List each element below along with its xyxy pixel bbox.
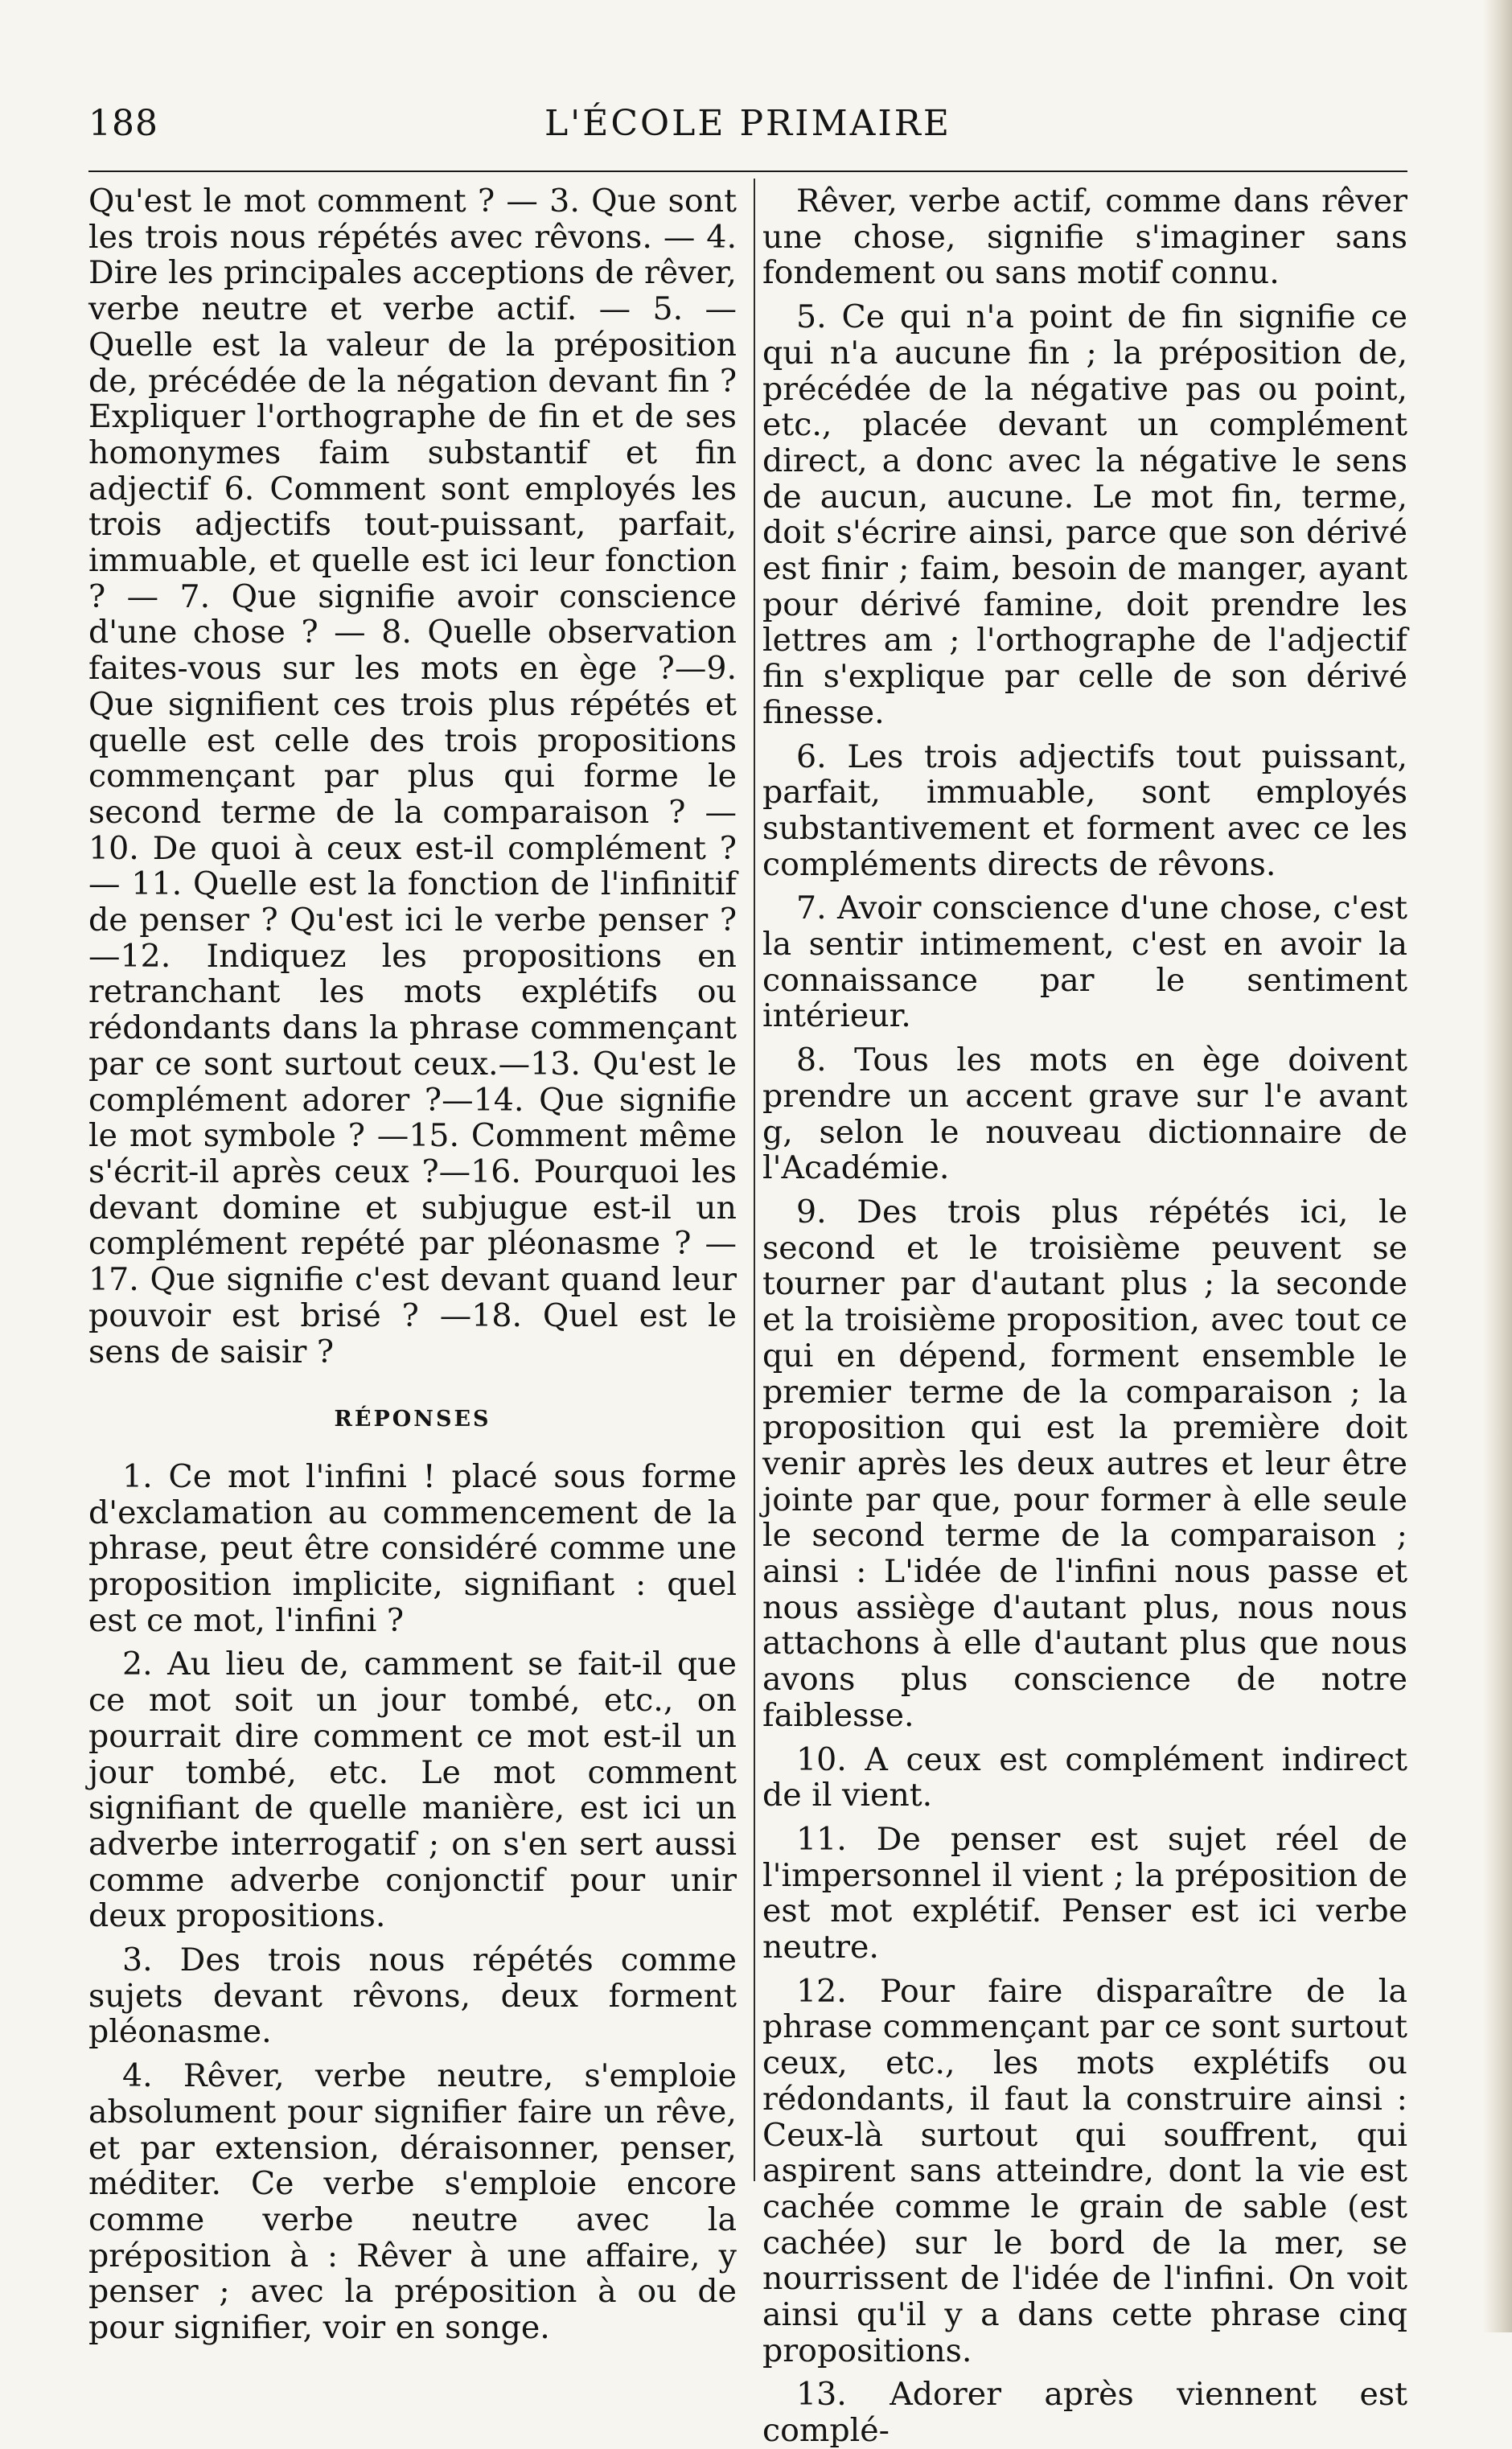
answer-8: 8. Tous les mots en ège doivent prendre un accent grave sur l'e avant g, selon le nouveau dictionnaire de l'Académie. <box>762 1042 1407 1187</box>
answer-13: 13. Adorer après viennent est complé- <box>762 2376 1407 2449</box>
answer-9: 9. Des trois plus répétés ici, le second et le troisième peuvent se tourner par d'autant plus ; la seconde et la troisième proposition, avec tout ce qui en dépend, forment ensemble le premier terme de la comparaison ; la proposition qui est la première doit venir après les deux autres et leur être jointe par que, pour former à elle seule le second terme de la comparaison ; ainsi : L'idée de l'infini nous passe et nous assiège d'autant plus, nous nous attachons à elle d'autant plus que nous avons plus conscience de notre faiblesse. <box>762 1193 1407 1734</box>
right-column <box>762 183 1407 2449</box>
answer-7: 7. Avoir conscience d'une chose, c'est la sentir intimement, c'est en avoir la connaissance par le sentiment intérieur. <box>762 890 1407 1035</box>
answer-4: 4. Rêver, verbe neutre, s'emploie absolument pour signifier faire un rêve, et par extension, déraisonner, penser, méditer. Ce verbe s'emploie encore comme verbe neutre avec la préposition à : Rêver à une affaire, y penser ; avec la préposition à ou de pour signifier, voir en songe. <box>88 2057 737 2347</box>
answer-1: 1. Ce mot l'infini ! placé sous forme d'exclamation au commencement de la phrase, peut être considéré comme une proposition implicite, signifiant : quel est ce mot, l'infini ? <box>88 1457 737 1639</box>
running-title: L'ÉCOLE PRIMAIRE <box>544 103 952 144</box>
page-header <box>88 103 1407 159</box>
column-divider <box>754 179 755 2181</box>
header-rule <box>88 171 1407 172</box>
answer-5: 5. Ce qui n'a point de fin signifie ce qui n'a aucune fin ; la préposition de, précédée de la négative pas ou point, etc., placée devant un complément direct, a donc avec la négative le sens de aucun, aucune. Le mot fin, terme, doit s'écrire ainsi, parce que son dérivé est finir ; faim, besoin de manger, ayant pour dérivé famine, doit prendre les lettres am ; l'orthographe de l'adjectif fin s'explique par celle de son dérivé finesse. <box>762 298 1407 731</box>
answer-11: 11. De penser est sujet réel de l'impersonnel il vient ; la préposition de est mot explétif. Penser est ici verbe neutre. <box>762 1820 1407 1966</box>
responses-heading: RÉPONSES <box>334 1407 491 1432</box>
answer-10: 10. A ceux est complément indirect de il vient. <box>762 1740 1407 1814</box>
page-edge-shadow <box>1483 0 1512 2332</box>
page-number: 188 <box>88 103 158 144</box>
answer-6: 6. Les trois adjectifs tout puissant, parfait, immuable, sont employés substantivement et forment avec ce les compléments directs de rêvons. <box>762 738 1407 883</box>
answer-2: 2. Au lieu de, camment se fait-il que ce mot soit un jour tombé, etc., on pourrait dire comment ce mot est-il un jour tombé, etc. Le mot comment signifiant de quelle manière, est ici un adverbe interrogatif ; on s'en sert aussi comme adverbe conjonctif pour unir deux propositions. <box>88 1646 737 1935</box>
answer-12: 12. Pour faire disparaître de la phrase commençant par ce sont surtout ceux, etc., les mots explétifs ou rédondants, il faut la construire ainsi : Ceux-là surtout qui souffrent, qui aspirent sans atteindre, dont la vie est cachée comme le grain de sable (est cachée) sur le bord de la mer, se nourrissent de l'idée de l'infini. On voit ainsi qu'il y a dans cette phrase cinq propositions. <box>762 1972 1407 2369</box>
answer-3: 3. Des trois nous répétés comme sujets devant rêvons, deux forment pléonasme. <box>88 1942 737 2051</box>
questions-text: Qu'est le mot comment ? — 3. Que sont les trois nous répétés avec rêvons. — 4. Dire les principales acceptions de rêver, verbe neutre et verbe actif. — 5. —Quelle est la valeur de la préposition de, précédée de la négation devant fin ? Expliquer l'orthographe de fin et de ses homonymes faim substantif et fin adjectif 6. Comment sont employés les trois adjectifs tout-puissant, parfait, immuable, et quelle est ici leur fonction ? — 7. Que signifie avoir conscience d'une chose ? — 8. Quelle observation faites-vous sur les mots en ège ?—9. Que signifient ces trois plus répétés et quelle est celle des trois propositions commençant par plus qui forme le second terme de la comparaison ? — 10. De quoi à ceux est-il complément ? — 11. Quelle est la fonction de l'infinitif de penser ? Qu'est ici le verbe penser ?—12. Indiquez les propositions en retranchant les mots explétifs ou rédondants dans la phrase commençant par ce sont surtout ceux.—13. Qu'est le complément adorer ?—14. Que signifie le mot symbole ? —15. Comment même s'écrit-il après ceux ?—16. Pourquoi les devant domine et subjugue est-il un complément repété par pléonasme ? — 17. Que signifie c'est devant quand leur pouvoir est brisé ? —18. Quel est le sens de saisir ? <box>88 183 737 1370</box>
left-column <box>88 183 737 2346</box>
answer-4-continued: Rêver, verbe actif, comme dans rêver une chose, signifie s'imaginer sans fondement ou sans motif connu. <box>762 183 1407 292</box>
